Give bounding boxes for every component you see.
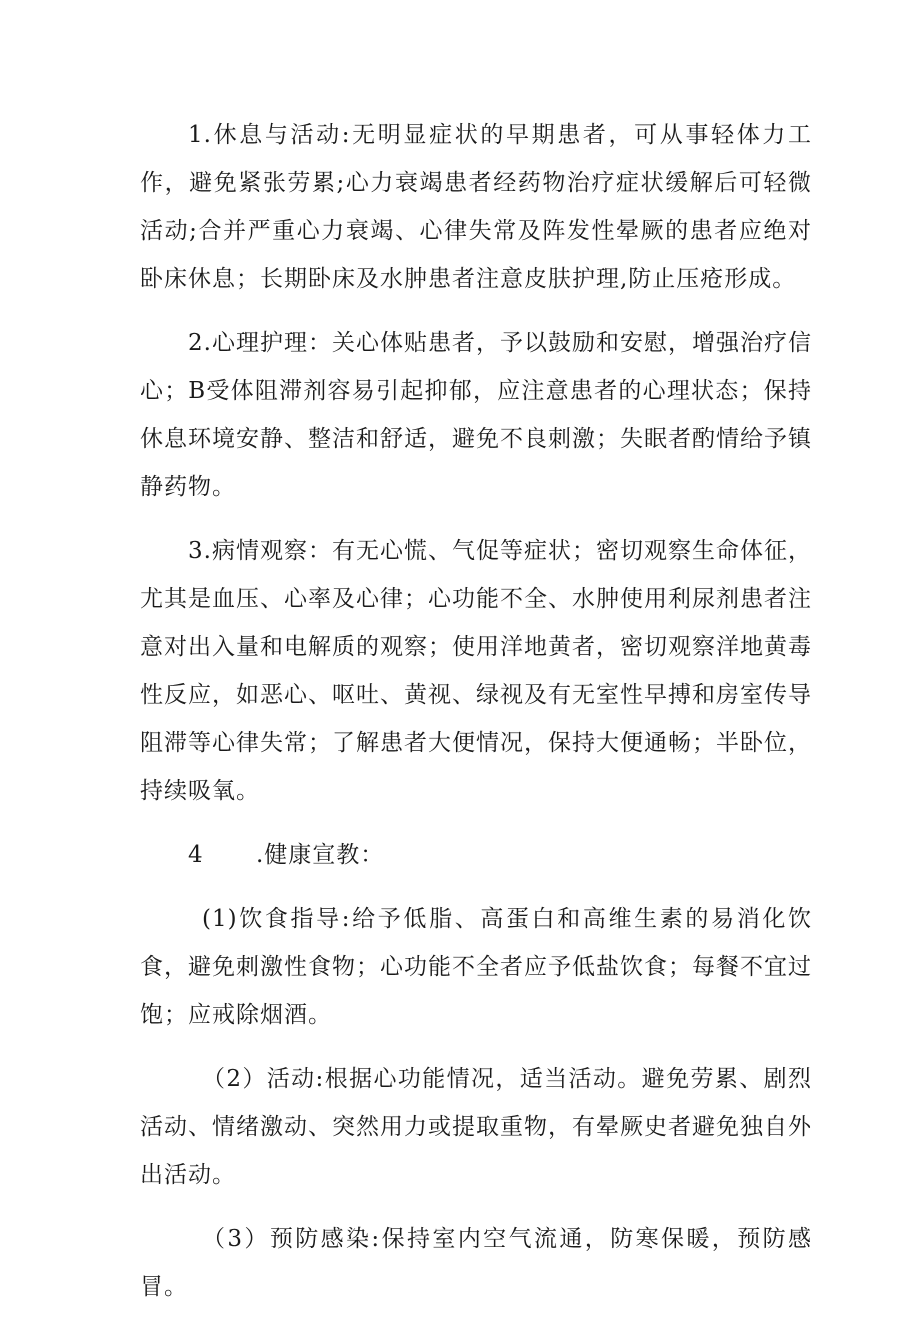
paragraph-psychological-care: 2.心理护理：关心体贴患者，予以鼓励和安慰，增强治疗信心；B受体阻滞剂容易引起抑郁，应注意患者的心理状态；保持休息环境安静、整洁和舒适，避免不良刺激；失眠者酌情给予镇静药物。 <box>140 330 812 500</box>
paragraph-rest-and-activity: 1.休息与活动:无明显症状的早期患者，可从事轻体力工作，避免紧张劳累;心力衰竭患者经药物治疗症状缓解后可轻微活动;合并严重心力衰竭、心律失常及阵发性晕厥的患者应绝对卧床休息；长期卧床及水肿患者注意皮肤护理,防止压疮形成。 <box>140 122 812 292</box>
document-body <box>140 111 812 1327</box>
paragraph-diet-guidance: (1)饮食指导:给予低脂、高蛋白和高维生素的易消化饮食，避免刺激性食物；心功能不全者应予低盐饮食；每餐不宜过饱；应戒除烟酒。 <box>140 906 812 1028</box>
paragraph-activity: （2）活动:根据心功能情况，适当活动。避免劳累、剧烈活动、情绪激动、突然用力或提取重物，有晕厥史者避免独自外出活动。 <box>140 1066 812 1188</box>
section-number: 4 <box>188 842 204 868</box>
section-heading: .健康宣教： <box>256 842 385 868</box>
paragraph-condition-observation: 3.病情观察：有无心慌、气促等症状；密切观察生命体征，尤其是血压、心率及心律；心功能不全、水肿使用利尿剂患者注意对出入量和电解质的观察；使用洋地黄者，密切观察洋地黄毒性反应，如恶心、呕吐、黄视、绿视及有无室性早搏和房室传导阻滞等心律失常；了解患者大便情况，保持大便通畅；半卧位，持续吸氧。 <box>140 538 812 804</box>
paragraph-infection-prevention: （3）预防感染:保持室内空气流通，防寒保暖，预防感冒。 <box>140 1226 812 1300</box>
paragraph-health-education <box>140 831 812 879</box>
